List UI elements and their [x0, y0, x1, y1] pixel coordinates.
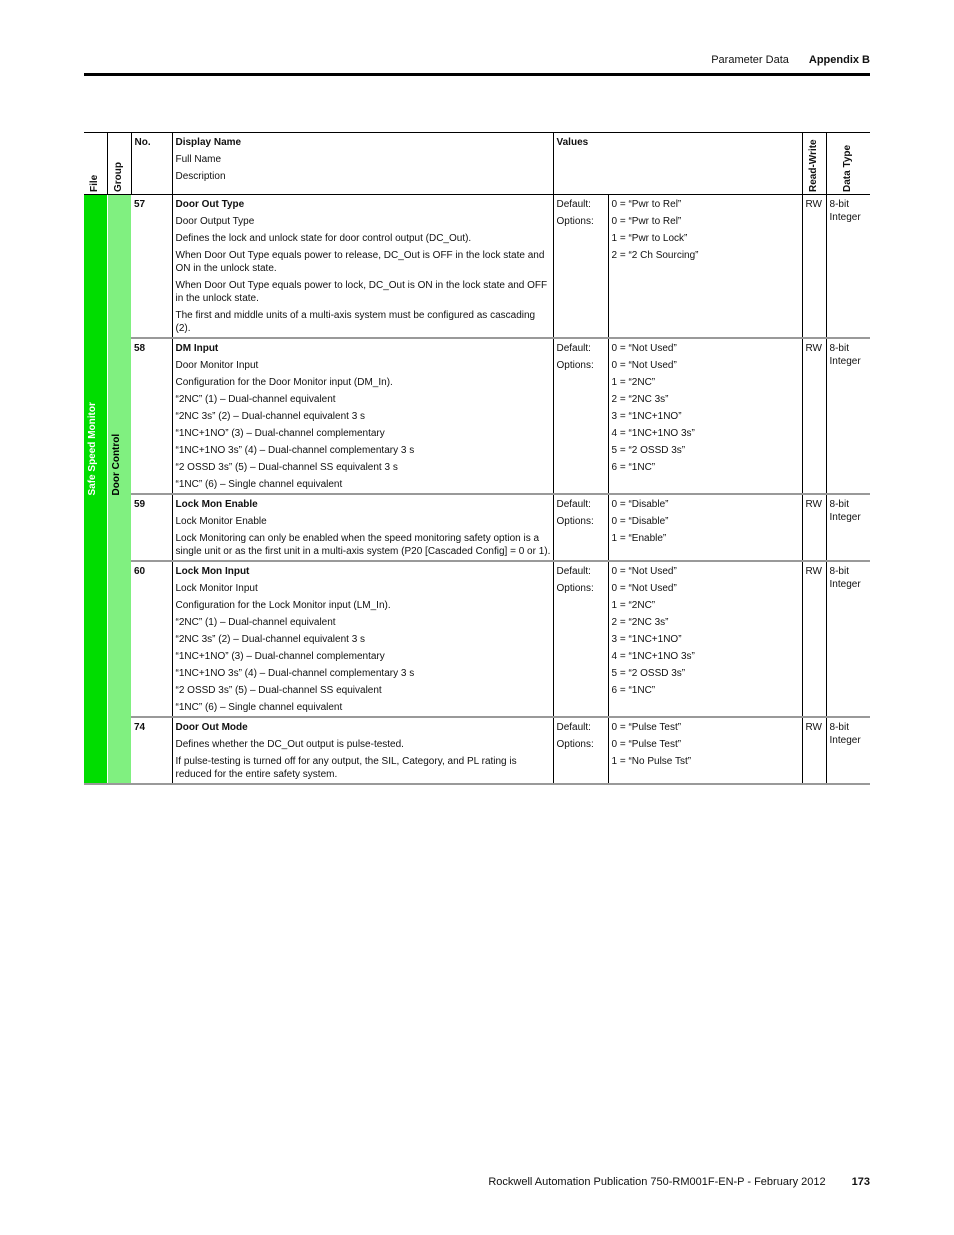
value-item: 4 = “1NC+1NO 3s” [611, 651, 695, 662]
value-list [608, 717, 802, 784]
param-description [172, 338, 553, 494]
data-type: 8-bit Integer [826, 717, 870, 784]
description-line: “2 OSSD 3s” (5) – Dual-channel SS equivalent 3 s [175, 462, 398, 473]
file-cell: Safe Speed Monitor [84, 195, 107, 785]
read-write: RW [802, 195, 826, 339]
value-item: 4 = “1NC+1NO 3s” [611, 428, 695, 439]
description-line: Door Output Type [175, 216, 255, 227]
options-label: Options: [556, 739, 594, 750]
value-item: 6 = “1NC” [611, 685, 656, 696]
value-item: 1 = “Enable” [611, 533, 667, 544]
default-label: Default: [556, 722, 591, 733]
value-item: 0 = “Pwr to Rel” [611, 199, 682, 210]
display-name: Door Out Mode [175, 722, 248, 733]
value-item: 0 = “Disable” [611, 499, 669, 510]
param-description [172, 494, 553, 561]
value-labels [553, 494, 608, 561]
col-display-name: Display Name Full Name Description [172, 133, 553, 195]
value-item: 3 = “1NC+1NO” [611, 634, 682, 645]
description-line: “2 OSSD 3s” (5) – Dual-channel SS equivalent [175, 685, 382, 696]
col-group: Group [107, 133, 131, 195]
value-item: 0 = “Not Used” [611, 343, 677, 354]
param-description [172, 561, 553, 717]
display-name: Door Out Type [175, 199, 245, 210]
value-item: 0 = “Pulse Test” [611, 739, 682, 750]
description-line: “1NC+1NO” (3) – Dual-channel complementary [175, 428, 385, 439]
description-line: “1NC+1NO” (3) – Dual-channel complementary [175, 651, 385, 662]
description-line: Configuration for the Door Monitor input (DM_In). [175, 377, 393, 388]
col-read-write: Read-Write [802, 133, 826, 195]
col-data-type: Data Type [826, 133, 870, 195]
value-item: 0 = “Not Used” [611, 566, 677, 577]
data-type: 8-bit Integer [826, 494, 870, 561]
page-header [711, 54, 870, 66]
value-item: 2 = “2NC 3s” [611, 617, 669, 628]
description-line: “2NC 3s” (2) – Dual-channel equivalent 3 s [175, 411, 366, 422]
param-description [172, 717, 553, 784]
description-line: “1NC” (6) – Single channel equivalent [175, 702, 343, 713]
value-item: 3 = “1NC+1NO” [611, 411, 682, 422]
description-line: “2NC” (1) – Dual-channel equivalent [175, 394, 336, 405]
table-row [84, 338, 870, 494]
value-labels [553, 195, 608, 339]
value-list [608, 561, 802, 717]
description-line: Configuration for the Lock Monitor input (LM_In). [175, 600, 391, 611]
default-label: Default: [556, 343, 591, 354]
value-item: 1 = “No Pulse Tst” [611, 756, 692, 767]
value-item: 1 = “2NC” [611, 600, 656, 611]
publication-info: Rockwell Automation Publication 750-RM001F-EN-P - February 2012 [488, 1176, 826, 1188]
default-label: Default: [556, 199, 591, 210]
value-labels [553, 561, 608, 717]
value-item: 1 = “Pwr to Lock” [611, 233, 688, 244]
table-row [84, 195, 870, 339]
page-number: 173 [851, 1176, 870, 1188]
description-line: “1NC+1NO 3s” (4) – Dual-channel complementary 3 s [175, 668, 415, 679]
page-footer [488, 1176, 870, 1188]
description-line: When Door Out Type equals power to lock, DC_Out is ON in the lock state and OFF in the unlock state. [175, 280, 548, 304]
description-line: “1NC+1NO 3s” (4) – Dual-channel complementary 3 s [175, 445, 415, 456]
display-name: Lock Mon Enable [175, 499, 258, 510]
value-item: 0 = “Disable” [611, 516, 669, 527]
read-write: RW [802, 338, 826, 494]
read-write: RW [802, 561, 826, 717]
read-write: RW [802, 717, 826, 784]
value-item: 0 = “Pulse Test” [611, 722, 682, 733]
default-label: Default: [556, 566, 591, 577]
options-label: Options: [556, 360, 594, 371]
table-header-row [84, 133, 870, 195]
value-list [608, 195, 802, 339]
value-item: 0 = “Not Used” [611, 360, 677, 371]
description-line: “1NC” (6) – Single channel equivalent [175, 479, 343, 490]
description-line: If pulse-testing is turned off for any output, the SIL, Category, and PL rating is reduced for the entire safety system. [175, 756, 517, 780]
col-no: No. [131, 133, 172, 195]
value-item: 2 = “2NC 3s” [611, 394, 669, 405]
read-write: RW [802, 494, 826, 561]
description-line: Defines the lock and unlock state for door control output (DC_Out). [175, 233, 472, 244]
value-list [608, 494, 802, 561]
options-label: Options: [556, 583, 594, 594]
param-number: 57 [131, 195, 172, 339]
value-item: 5 = “2 OSSD 3s” [611, 445, 686, 456]
col-values: Values [553, 133, 802, 195]
value-item: 2 = “2 Ch Sourcing” [611, 250, 699, 261]
value-labels [553, 717, 608, 784]
col-file: File [84, 133, 107, 195]
value-item: 6 = “1NC” [611, 462, 656, 473]
table-row [84, 494, 870, 561]
param-number: 58 [131, 338, 172, 494]
description-line: When Door Out Type equals power to release, DC_Out is OFF in the lock state and ON in the unlock state. [175, 250, 545, 274]
display-name: Lock Mon Input [175, 566, 250, 577]
parameter-table [84, 132, 870, 785]
table-row [84, 561, 870, 717]
description-line: Lock Monitoring can only be enabled when the speed monitoring safety option is a single unit or as the first unit in a multi-axis system (P20 [Cascaded Config] = 0 or 1). [175, 533, 551, 557]
value-labels [553, 338, 608, 494]
section-title: Parameter Data [711, 54, 789, 66]
value-item: 0 = “Not Used” [611, 583, 677, 594]
description-line: Lock Monitor Input [175, 583, 258, 594]
table-row [84, 717, 870, 784]
group-cell: Door Control [107, 195, 131, 785]
description-line: The first and middle units of a multi-axis system must be configured as cascading (2). [175, 310, 536, 334]
description-line: “2NC” (1) – Dual-channel equivalent [175, 617, 336, 628]
default-label: Default: [556, 499, 591, 510]
value-item: 0 = “Pwr to Rel” [611, 216, 682, 227]
description-line: Door Monitor Input [175, 360, 259, 371]
description-line: “2NC 3s” (2) – Dual-channel equivalent 3 s [175, 634, 366, 645]
param-number: 59 [131, 494, 172, 561]
options-label: Options: [556, 216, 594, 227]
description-line: Defines whether the DC_Out output is pulse-tested. [175, 739, 404, 750]
value-list [608, 338, 802, 494]
value-item: 5 = “2 OSSD 3s” [611, 668, 686, 679]
options-label: Options: [556, 516, 594, 527]
param-number: 60 [131, 561, 172, 717]
header-rule [84, 73, 870, 76]
param-description [172, 195, 553, 339]
value-item: 1 = “2NC” [611, 377, 656, 388]
data-type: 8-bit Integer [826, 195, 870, 339]
appendix-title: Appendix B [808, 54, 870, 66]
data-type: 8-bit Integer [826, 561, 870, 717]
data-type: 8-bit Integer [826, 338, 870, 494]
param-number: 74 [131, 717, 172, 784]
display-name: DM Input [175, 343, 219, 354]
description-line: Lock Monitor Enable [175, 516, 267, 527]
